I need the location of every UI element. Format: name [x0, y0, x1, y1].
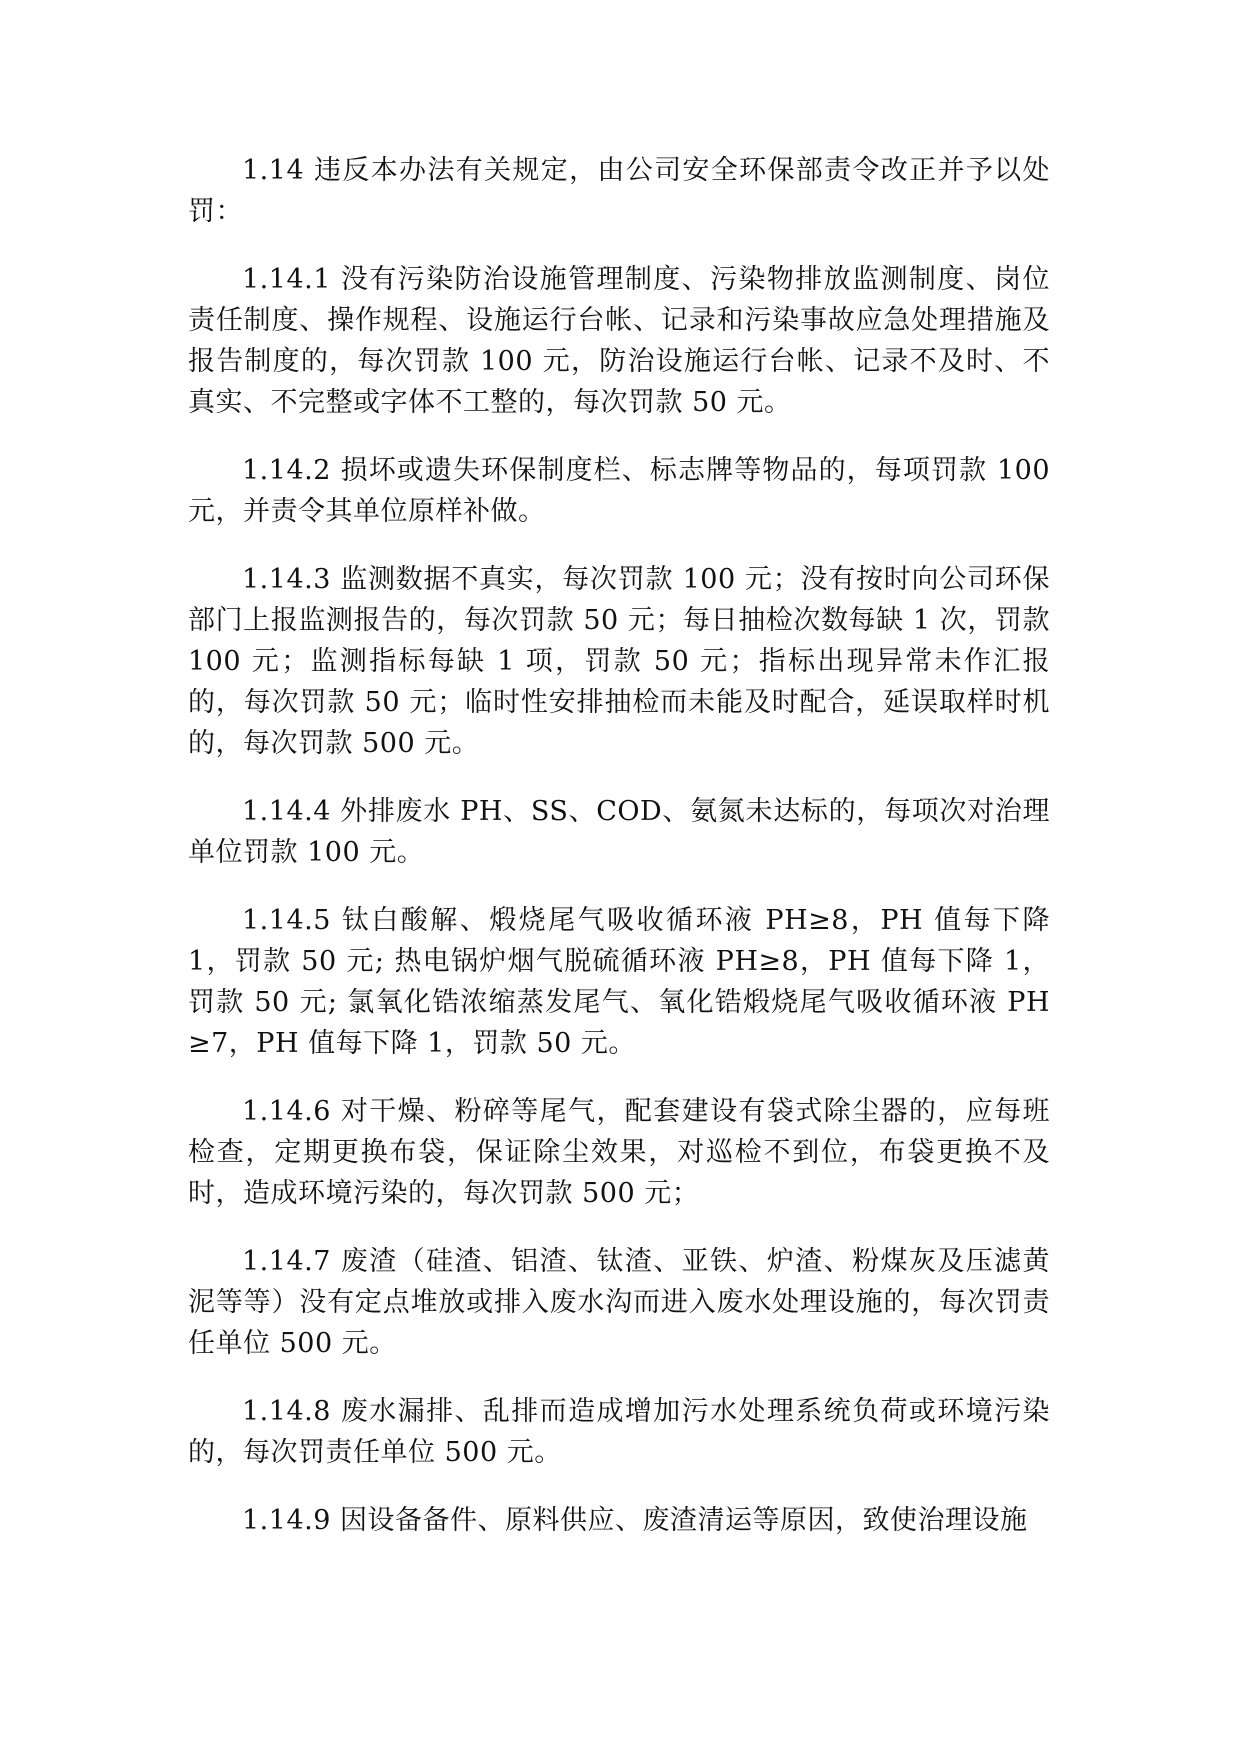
paragraph-1-14-3: 1.14.3 监测数据不真实，每次罚款 100 元；没有按时向公司环保部门上报监测报告的，每次罚款 50 元；每日抽检次数每缺 1 次，罚款 100 元；监测指标每缺 1 项，罚款 50 元；指标出现异常未作汇报的，每次罚款 50 元；临时性安排抽检而未能及时配合，延误取样时机的，每次罚款 500 元。 — [188, 564, 1050, 759]
paragraph-1-14-5: 1.14.5 钛白酸解、煅烧尾气吸收循环液 PH≥8，PH 值每下降 1，罚款 50 元; 热电锅炉烟气脱硫循环液 PH≥8，PH 值每下降 1，罚款 50 元; 氯氧化锆浓缩蒸发尾气、氧化锆煅烧尾气吸收循环液 PH≥7，PH 值每下降 1，罚款 50 元。 — [188, 905, 1050, 1059]
paragraph-1-14-7: 1.14.7 废渣（硅渣、铝渣、钛渣、亚铁、炉渣、粉煤灰及压滤黄泥等等）没有定点堆放或排入废水沟而进入废水处理设施的，每次罚责任单位 500 元。 — [188, 1246, 1050, 1359]
paragraph-1-14-1: 1.14.1 没有污染防治设施管理制度、污染物排放监测制度、岗位责任制度、操作规程、设施运行台帐、记录和污染事故应急处理措施及报告制度的，每次罚款 100 元，防治设施运行台帐、记录不及时、不真实、不完整或字体不工整的，每次罚款 50 元。 — [188, 264, 1050, 418]
paragraph-1-14-9: 1.14.9 因设备备件、原料供应、废渣清运等原因，致使治理设施 — [242, 1505, 1028, 1536]
document-body — [188, 150, 1050, 1541]
paragraph-1-14-2: 1.14.2 损坏或遗失环保制度栏、标志牌等物品的，每项罚款 100 元，并责令其单位原样补做。 — [188, 455, 1050, 527]
paragraph-1-14-8: 1.14.8 废水漏排、乱排而造成增加污水处理系统负荷或环境污染的，每次罚责任单位 500 元。 — [188, 1396, 1050, 1468]
paragraph-1-14: 1.14 违反本办法有关规定，由公司安全环保部责令改正并予以处罚： — [188, 155, 1050, 227]
paragraph-1-14-4: 1.14.4 外排废水 PH、SS、COD、氨氮未达标的，每项次对治理单位罚款 100 元。 — [188, 796, 1050, 868]
paragraph-1-14-6: 1.14.6 对干燥、粉碎等尾气，配套建设有袋式除尘器的，应每班检查，定期更换布袋，保证除尘效果，对巡检不到位，布袋更换不及时，造成环境污染的，每次罚款 500 元； — [188, 1096, 1050, 1209]
